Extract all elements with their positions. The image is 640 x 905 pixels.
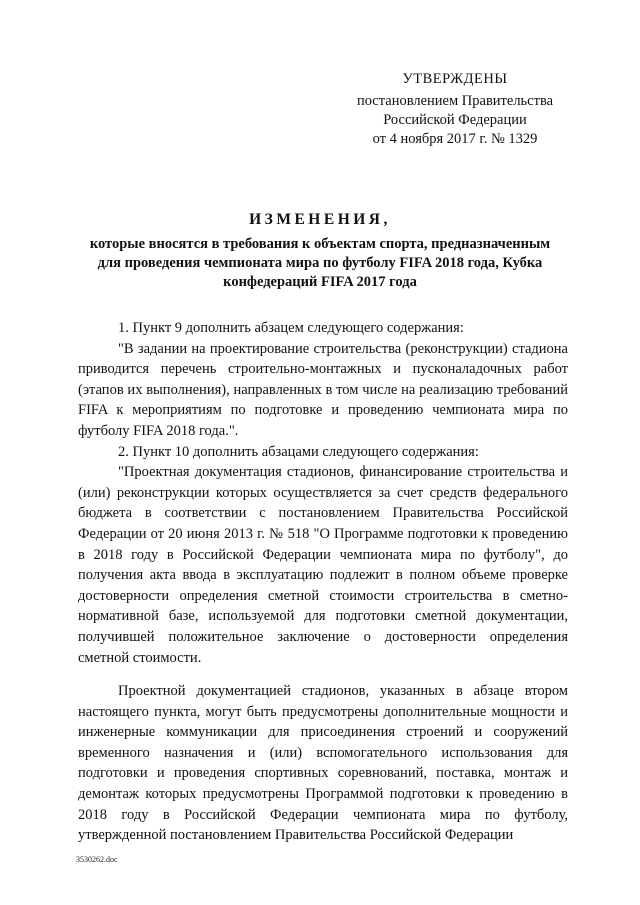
paragraph: 2. Пункт 10 дополнить абзацами следующего содержания: (118, 443, 479, 460)
heading-main: ИЗМЕНЕНИЯ, (249, 211, 391, 228)
paragraph: 1. Пункт 9 дополнить абзацем следующего содержания: (118, 320, 464, 336)
approval-title: УТВЕРЖДЕНЫ (402, 71, 508, 87)
approval-block (340, 70, 570, 149)
heading-subtitle: которые вносятся в требования к объектам спорта, предназначенным для проведения чемпионата мира по футболу FIFA 2018 года, Кубка конфедераций FIFA 2017 года (89, 236, 551, 290)
paragraph: "Проектная документация стадионов, финансирование строительства и (или) реконструкции которых осуществляется за счет средств федерального бюджета в соответствии с постановлением Правительства Российской Федерации от 20 июня 2013 г. № 518 "О Программе подготовки к проведению в 2018 году в Российской Федерации чемпионата мира по футболу", до получения акта ввода в эксплуатацию подлежит в полном объеме проверке достоверности определения сметной стоимости строительства в сметно-нормативной базе, используемой для подготовки сметной документации, получившей положительное заключение о достоверности определения сметной стоимости. (78, 464, 568, 666)
file-name-footer: 3530262.doc (76, 855, 118, 864)
approval-line: постановлением Правительства (356, 93, 554, 109)
approval-date: от 4 ноября 2017 г. № 1329 (372, 131, 538, 147)
paragraph: Проектной документацией стадионов, указанных в абзаце втором настоящего пункта, могут быть предусмотрены дополнительные мощности и инженерные коммуникации для присоединения строений и сооружений временного назначения и (или) вспомогательного использования для подготовки и проведения спортивных соревнований, поставка, монтаж и демонтаж которых предусмотрены Программой подготовки к проведению в 2018 году в Российской Федерации чемпионата мира по футболу, утвержденной постановлением Правительства Российской Федерации (78, 683, 568, 844)
document-body (78, 318, 568, 846)
approval-line: Российской Федерации (383, 112, 527, 128)
document-heading (80, 210, 560, 292)
paragraph: "В задании на проектирование строительства (реконструкции) стадиона приводится перечень строительно-монтажных и пусконаладочных работ (этапов их выполнения), направленных в том числе на реализацию требований FIFA к мероприятиям по подготовке и проведению чемпионата мира по футболу FIFA 2018 года.". (78, 340, 568, 439)
